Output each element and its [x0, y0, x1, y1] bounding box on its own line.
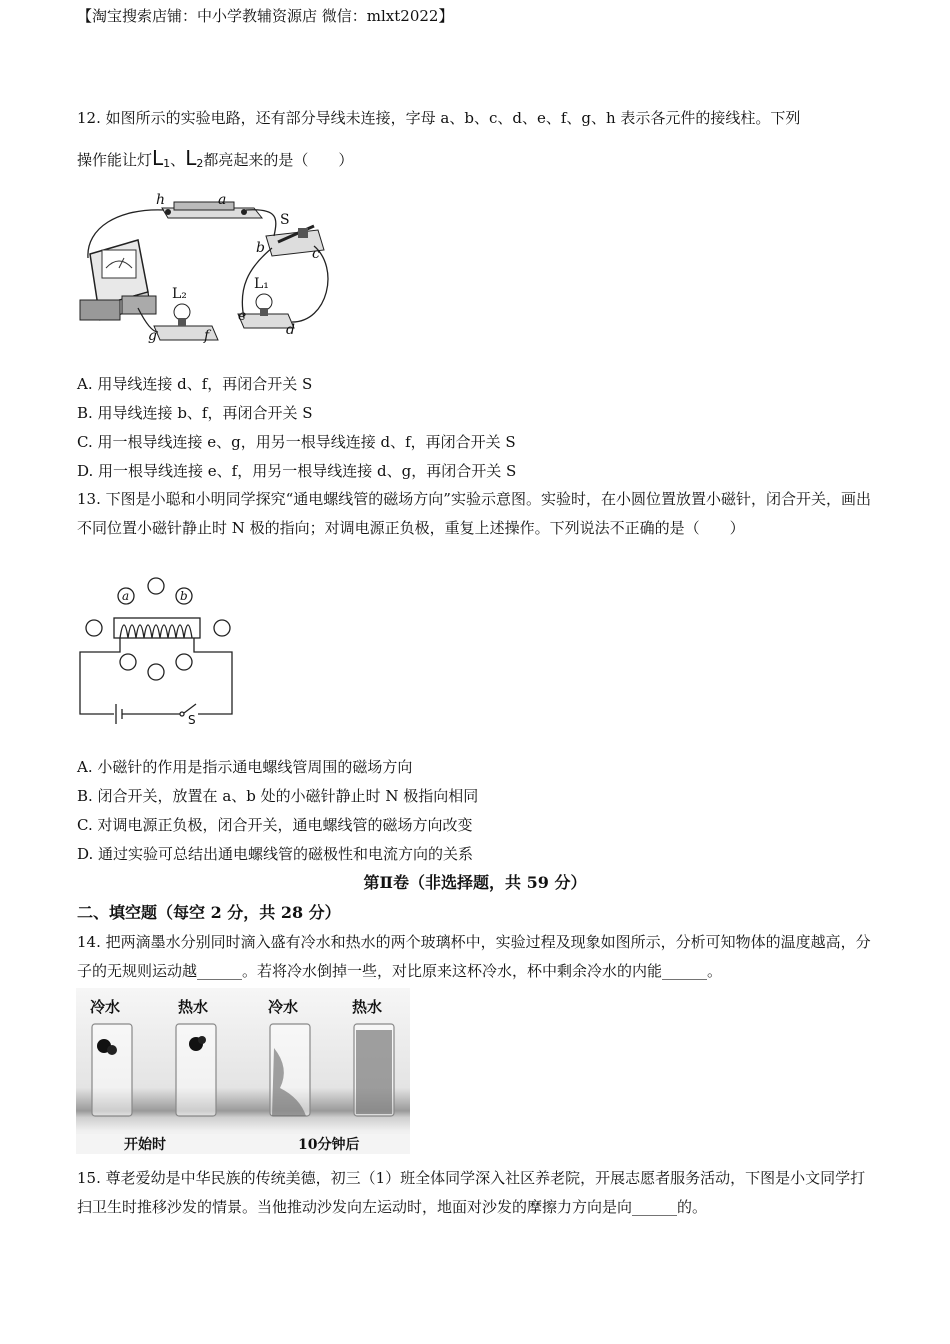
- compass-top-icon: [148, 578, 164, 594]
- fill-section-title: 二、填空题（每空 2 分，共 28 分）: [77, 903, 341, 922]
- lamp-l2-symbol: L2: [185, 146, 204, 170]
- label-h: h: [156, 192, 166, 208]
- photo-label-cold-2: 冷水: [268, 998, 299, 1016]
- q12-option-b: B. 用导线连接 b、f，再闭合开关 S: [77, 404, 313, 422]
- q13-stem: 13. 下图是小聪和小明同学探究“通电螺线管的磁场方向”实验示意图。实验时，在小圆位置放置小磁针，闭合开关，画出不同位置小磁针静止时 N 极的指向；对调电源正负极，重复上述操作。下列说法不正确的是（ ）: [77, 490, 871, 537]
- label-l2: L₂: [172, 286, 187, 302]
- q13-option-a: A. 小磁针的作用是指示通电螺线管周围的磁场方向: [77, 758, 413, 776]
- q12-option-a: A. 用导线连接 d、f，再闭合开关 S: [77, 375, 313, 393]
- label-l1: L₁: [254, 276, 269, 292]
- compass-bottom-icon: [148, 664, 164, 680]
- q12-option-d: D. 用一根导线连接 e、f，用另一根导线连接 d、g，再闭合开关 S: [77, 462, 517, 480]
- label-b-point: b: [180, 589, 188, 603]
- label-b: b: [256, 240, 265, 256]
- compass-right-icon: [214, 620, 230, 636]
- label-c: c: [312, 246, 320, 262]
- q13-option-d: D. 通过实验可总结出通电螺线管的磁极性和电流方向的关系: [77, 845, 474, 863]
- label-switch-s2: S: [188, 713, 196, 724]
- label-d: d: [286, 322, 295, 338]
- q12-line1: 12. 如图所示的实验电路，还有部分导线未连接，字母 a、b、c、d、e、f、g、h 表示各元件的接线柱。下列: [77, 109, 801, 127]
- photo-caption-start: 开始时: [124, 1137, 166, 1153]
- q15-stem: 15. 尊老爱幼是中华民族的传统美德，初三（1）班全体同学深入社区养老院，开展志愿者服务活动，下图是小文同学打扫卫生时推移沙发的情景。当他推动沙发向左运动时，地面对沙发的摩擦力方向是向______的。: [77, 1169, 866, 1216]
- q12-line2: [77, 148, 353, 174]
- q13-option-b: B. 闭合开关，放置在 a、b 处的小磁针静止时 N 极指向相同: [77, 787, 479, 805]
- q12-line2-post: 都亮起来的是（ ）: [203, 151, 354, 169]
- circuit-figure: [78, 188, 338, 348]
- label-e: e: [238, 308, 247, 324]
- lamp-l1-symbol: L1: [152, 146, 171, 170]
- solenoid-figure: [76, 574, 246, 724]
- q14-stem: 14. 把两滴墨水分别同时滴入盛有冷水和热水的两个玻璃杯中，实验过程及现象如图所示，分析可知物体的温度越高，分子的无规则运动越______。若将冷水倒掉一些，对比原来这杯冷水，杯中剩余冷水的内能______。: [77, 933, 871, 980]
- photo-label-hot-2: 热水: [352, 998, 383, 1016]
- label-g: g: [148, 328, 157, 344]
- compass-br-icon: [176, 654, 192, 670]
- ink-diffusion-photo: [76, 988, 410, 1154]
- compass-bl-icon: [120, 654, 136, 670]
- compass-left-icon: [86, 620, 102, 636]
- label-switch-s: S: [280, 212, 290, 228]
- page-header: 【淘宝搜索店铺：中小学教辅资源店 微信：mlxt2022】: [77, 7, 454, 25]
- photo-label-hot-1: 热水: [178, 998, 209, 1016]
- photo-caption-after: 10分钟后: [298, 1137, 360, 1153]
- label-a: a: [218, 192, 227, 208]
- q12-sep: 、: [170, 151, 186, 169]
- battery-box-icon: [80, 240, 156, 320]
- q12-option-c: C. 用一根导线连接 e、g，用另一根导线连接 d、f，再闭合开关 S: [77, 433, 516, 451]
- section2-title: 第Ⅱ卷（非选择题，共 59 分）: [363, 873, 587, 892]
- photo-label-cold-1: 冷水: [90, 998, 121, 1016]
- label-a-point: a: [122, 589, 130, 603]
- q12-line2-pre: 操作能让灯: [77, 151, 153, 169]
- q13-option-c: C. 对调电源正负极，闭合开关，通电螺线管的磁场方向改变: [77, 816, 473, 834]
- label-f: f: [204, 328, 210, 344]
